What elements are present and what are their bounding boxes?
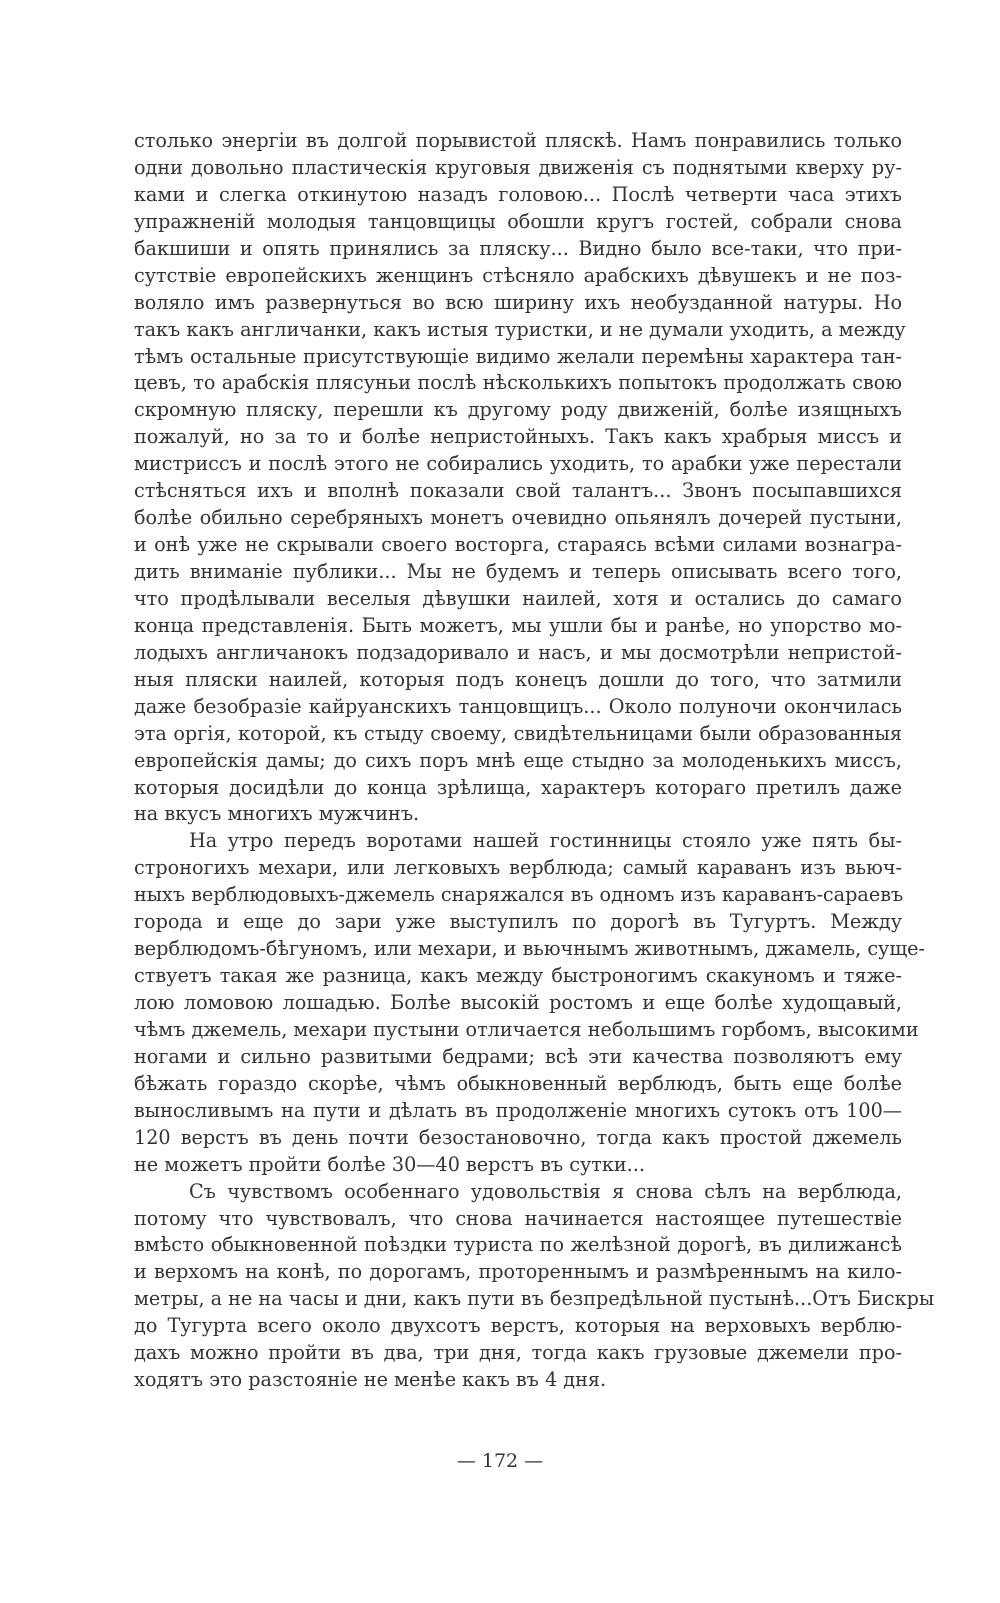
text-line: дить вниманіе публики... Мы не будемъ и теперь описывать всего того, bbox=[134, 560, 902, 583]
text-line: лою ломовою лошадью. Болѣе высокій ростомъ и еще болѣе худощавый, bbox=[134, 991, 902, 1014]
text-line: воляло имъ развернуться во всю ширину ихъ необузданной натуры. Но bbox=[134, 290, 902, 314]
paragraph bbox=[134, 828, 926, 1178]
text-line: ходятъ это разстояніе не менѣе какъ въ 4 дня. bbox=[134, 1368, 607, 1392]
text-line: что продѣлывали веселыя дѣвушки наилей, хотя и остались до самаго bbox=[134, 586, 902, 610]
text-line: ныя пляски наилей, которыя подъ конецъ дошли до того, что затмили bbox=[134, 667, 902, 691]
paragraph bbox=[134, 1179, 935, 1395]
text-line: выносливымъ на пути и дѣлать въ продолженіе многихъ сутокъ отъ 100— bbox=[134, 1098, 902, 1122]
text-line: верблюдомъ-бѣгуномъ, или мехари, и вьючнымъ животнымъ, джамель, суще- bbox=[134, 937, 926, 961]
text-line: сутствіе европейскихъ женщинъ стѣсняло арабскихъ дѣвушекъ и не поз- bbox=[134, 263, 902, 287]
text-line: столько энергіи въ долгой порывистой пляскѣ. Намъ понравились только bbox=[134, 129, 902, 152]
text-line: На утро передъ воротами нашей гостинницы стояло уже пять бы- bbox=[189, 829, 902, 853]
text-line: даже безобразіе кайруанскихъ танцовщицъ... Около полуночи окончилась bbox=[134, 694, 902, 718]
page-number: — 172 — bbox=[456, 1450, 544, 1472]
text-line: такъ какъ англичанки, какъ истыя туристки, и не думали уходить, а между bbox=[134, 317, 906, 341]
text-line: пожалуй, но за то и болѣе непристойныхъ. Такъ какъ храбрыя миссъ и bbox=[134, 425, 902, 449]
text-line: ками и слегка откинутою назадъ головою... Послѣ четверти часа этихъ bbox=[134, 182, 902, 206]
text-line: тѣмъ остальные присутствующіе видимо желали перемѣны характера тан- bbox=[134, 344, 902, 368]
body-text bbox=[134, 128, 935, 1394]
text-line: строногихъ мехари, или легковыхъ верблюда; самый караванъ изъ вьюч- bbox=[134, 856, 902, 880]
text-line: одни довольно пластическія круговыя движенія съ поднятыми кверху ру- bbox=[134, 155, 902, 179]
text-line: болѣе обильно серебряныхъ монетъ очевидно опьянялъ дочерей пустыни, bbox=[134, 506, 902, 530]
text-line: которыя досидѣли до конца зрѣлища, характеръ котораго претилъ даже bbox=[134, 775, 902, 799]
text-line: лодыхъ англичанокъ подзадоривало и насъ, и мы досмотрѣли непристой- bbox=[134, 640, 902, 664]
text-line: ныхъ верблюдовыхъ-джемель снаряжался въ одномъ изъ караванъ-сараевъ bbox=[134, 883, 904, 907]
text-line: ногами и сильно развитыми бедрами; всѣ эти качества позволяютъ ему bbox=[134, 1044, 902, 1068]
text-line: чѣмъ джемель, мехари пустыни отличается небольшимъ горбомъ, высокими bbox=[134, 1017, 919, 1041]
text-line: 120 верстъ въ день почти безостановочно, тогда какъ простой джемель bbox=[134, 1125, 902, 1149]
text-line: метры, а не на часы и дни, какъ пути въ безпредѣльной пустынѣ...Отъ Бискры bbox=[134, 1287, 935, 1311]
text-line: ствуетъ такая же разница, какъ между быстроногимъ скакуномъ и тяже- bbox=[134, 964, 902, 988]
text-line: дахъ можно пройти въ два, три дня, тогда какъ грузовые джемели про- bbox=[134, 1341, 902, 1365]
text-line: мистриссъ и послѣ этого не собирались уходить, то арабки уже перестали bbox=[134, 452, 902, 476]
text-line: на вкусъ многихъ мужчинъ. bbox=[134, 802, 420, 826]
text-line: цевъ, то арабскія плясуньи послѣ нѣсколькихъ попытокъ продолжать свою bbox=[134, 371, 902, 395]
text-line: скромную пляску, перешли къ другому роду движеній, болѣе изящныхъ bbox=[134, 398, 902, 422]
text-line: потому что чувствовалъ, что снова начинается настоящее путешествіе bbox=[134, 1206, 902, 1230]
text-line: упражненій молодыя танцовщицы обошли кругъ гостей, собрали снова bbox=[134, 209, 902, 233]
text-line: города и еще до зари уже выступилъ по дорогѣ въ Тугуртъ. Между bbox=[134, 910, 902, 934]
text-line: бакшиши и опять принялись за пляску... Видно было все-таки, что при- bbox=[134, 236, 902, 260]
text-line: и верхомъ на конѣ, по дорогамъ, протореннымъ и размѣреннымъ на кило- bbox=[134, 1260, 902, 1284]
text-line: вмѣсто обыкновенной поѣздки туриста по желѣзной дорогѣ, въ дилижансѣ bbox=[134, 1233, 902, 1257]
paragraph bbox=[134, 128, 906, 828]
text-line: не можетъ пройти болѣе 30—40 верстъ въ сутки... bbox=[134, 1152, 645, 1176]
text-line: до Тугурта всего около двухсотъ верстъ, которыя на верховыхъ верблю- bbox=[134, 1314, 902, 1338]
text-line: стѣсняться ихъ и вполнѣ показали свой талантъ... Звонъ посыпавшихся bbox=[134, 479, 902, 503]
text-line: бѣжать гораздо скорѣе, чѣмъ обыкновенный верблюдъ, быть еще болѣе bbox=[134, 1071, 902, 1095]
text-line: конца представленія. Быть можетъ, мы ушли бы и ранѣе, но упорство мо- bbox=[134, 613, 902, 637]
text-line: европейскія дамы; до сихъ поръ мнѣ еще стыдно за молоденькихъ миссъ, bbox=[134, 748, 902, 772]
text-line: эта оргія, которой, къ стыду своему, свидѣтельницами были образованныя bbox=[134, 721, 902, 745]
text-line: и онѣ уже не скрывали своего восторга, стараясь всѣми силами вознагра- bbox=[134, 533, 902, 557]
text-line: Съ чувствомъ особеннаго удовольствія я снова сѣлъ на верблюда, bbox=[189, 1179, 902, 1203]
